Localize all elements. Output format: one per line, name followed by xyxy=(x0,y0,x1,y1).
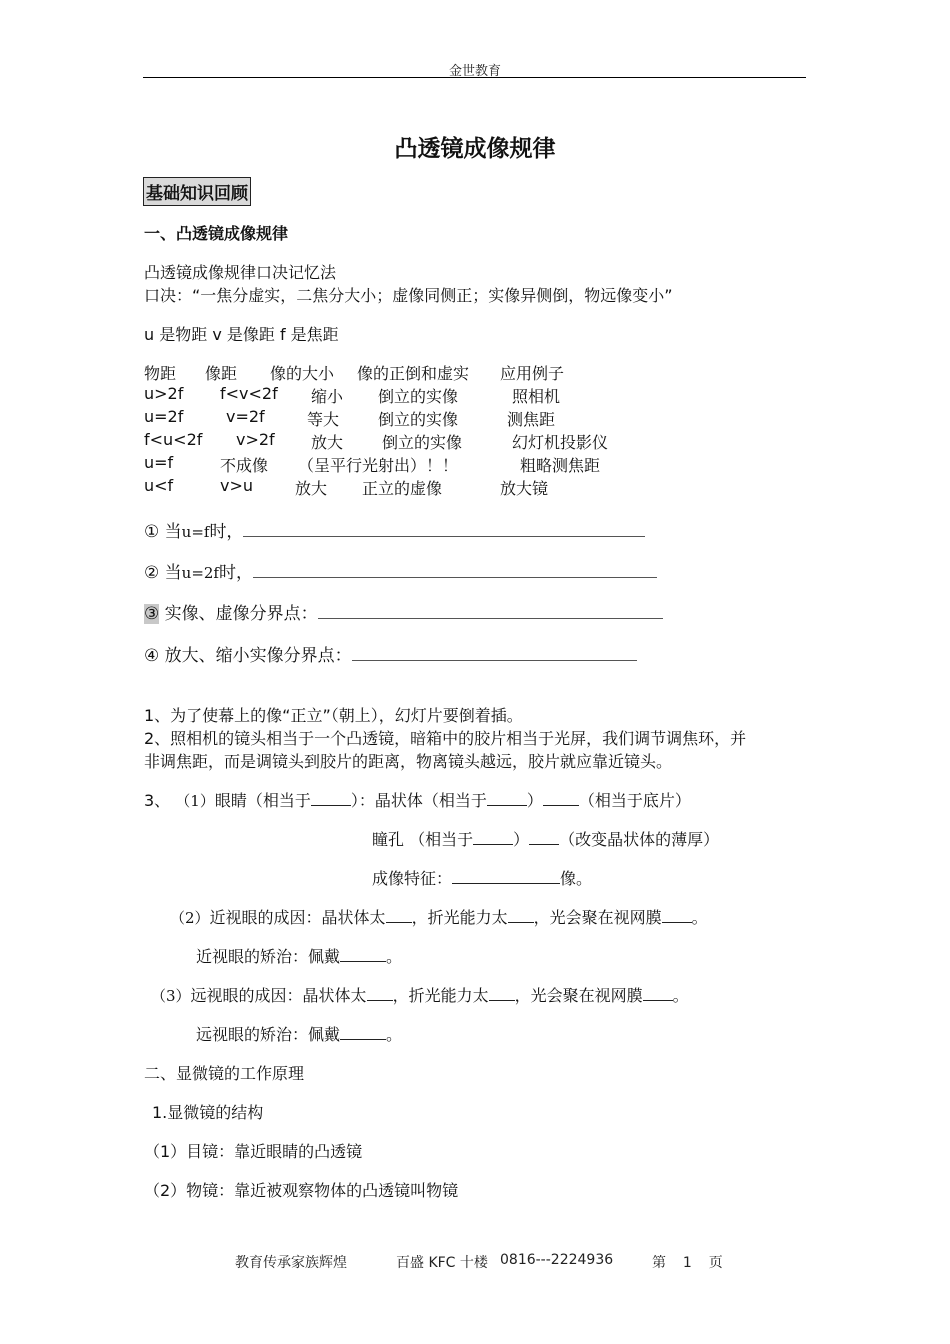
page-title: 凸透镜成像规律 xyxy=(394,136,556,162)
close-paren: ） xyxy=(526,791,543,810)
eyepiece-item: （1）目镜：靠近眼睛的凸透镜 xyxy=(144,1142,363,1161)
sub-label: （2） xyxy=(170,909,210,927)
footer-address: 百盛 KFC 十楼 xyxy=(396,1255,488,1271)
myopia-cause: 近视眼的成因：晶状体太 xyxy=(209,908,386,927)
definitions-line: u 是物距 v 是像距 f 是焦距 xyxy=(144,325,339,344)
note-2-line1: 2、照相机的镜头相当于一个凸透镜，暗箱中的胶片相当于光屏，我们调节调焦环，并 xyxy=(144,729,747,748)
refract-label: ，折光能力太 xyxy=(411,908,508,927)
question-condition: u=f xyxy=(181,523,210,541)
focus-label: ，光会聚在视网膜 xyxy=(514,986,643,1005)
question-prefix: 当 xyxy=(164,522,182,542)
blank-hyperopia-lens[interactable] xyxy=(367,986,393,1001)
header-rule xyxy=(143,77,806,78)
question-3 xyxy=(144,599,663,624)
question-prefix: 当 xyxy=(164,563,182,583)
question-suffix: 时， xyxy=(218,563,253,583)
question-suffix: 时， xyxy=(209,522,244,542)
table-cell: 等大 xyxy=(307,410,340,429)
blank-pupil[interactable] xyxy=(473,830,513,845)
refract-label: ，折光能力太 xyxy=(392,986,489,1005)
question-number: ② xyxy=(144,563,160,583)
focus-label: ，光会聚在视网膜 xyxy=(533,908,662,927)
blank-myopia-fix[interactable] xyxy=(340,947,386,962)
blank-myopia-focus[interactable] xyxy=(662,908,692,923)
footer-phone: 0816---2224936 xyxy=(500,1252,614,1268)
table-cell: v=2f xyxy=(226,407,265,426)
microscope-structure: 1.显微镜的结构 xyxy=(152,1103,264,1122)
mnemonic-text: 口决：“一焦分虚实，二焦分大小；虚像同侧正；实像异侧倒，物远像变小” xyxy=(144,286,673,305)
feature-label: 成像特征： xyxy=(372,869,453,888)
table-cell: 放大 xyxy=(311,433,344,452)
hyperopia-fix-line xyxy=(196,1022,402,1045)
eyeball-label: 眼睛（相当于 xyxy=(214,791,311,810)
question-2 xyxy=(144,558,657,583)
footer-page xyxy=(652,1252,723,1272)
table-cell: 不成像 xyxy=(220,456,269,475)
table-cell: u=2f xyxy=(144,407,184,426)
table-cell: 放大 xyxy=(295,479,328,498)
sub-label: （3） xyxy=(151,987,191,1005)
myopia-cause-line xyxy=(170,905,708,928)
myopia-fix-line xyxy=(196,944,402,967)
answer-blank[interactable] xyxy=(253,577,657,578)
blank-myopia-refract[interactable] xyxy=(508,908,534,923)
footer-motto: 教育传承家族辉煌 xyxy=(235,1255,347,1271)
table-cell: （呈平行光射出）！！ xyxy=(298,456,459,475)
question-1 xyxy=(144,517,645,542)
section1-heading: 一、凸透镜成像规律 xyxy=(144,224,289,243)
blank-hyperopia-refract[interactable] xyxy=(489,986,515,1001)
table-cell: u>2f xyxy=(144,384,184,403)
question-number-highlighted: ③ xyxy=(144,604,160,624)
table-cell: 照相机 xyxy=(512,387,561,406)
section-box-label: 基础知识回顾 xyxy=(143,177,251,206)
table-header-application: 应用例子 xyxy=(500,364,565,383)
table-cell: 倒立的实像 xyxy=(378,387,459,406)
close-colon: ）： xyxy=(350,791,375,810)
hyperopia-cause: 远视眼的成因：晶状体太 xyxy=(190,986,367,1005)
period: 。 xyxy=(672,986,689,1005)
question-prefix: 实像、虚像分界点： xyxy=(164,604,318,624)
note-2-line2: 非调焦距，而是调镜头到胶片的距离，物离镜头越远，胶片就应靠近镜头。 xyxy=(144,752,673,771)
item-number: 3、 xyxy=(144,791,171,810)
table-cell: 放大镜 xyxy=(500,479,549,498)
close-paren: ） xyxy=(513,830,530,849)
table-cell: 正立的虚像 xyxy=(362,479,443,498)
question-4 xyxy=(144,641,637,666)
answer-blank[interactable] xyxy=(243,536,645,537)
eye-line-feature xyxy=(372,866,592,889)
blank-feature[interactable] xyxy=(452,869,560,884)
question-prefix: 放大、缩小实像分界点： xyxy=(164,646,352,666)
blank-retina[interactable] xyxy=(543,791,579,806)
question-number: ① xyxy=(144,522,160,542)
blank-hyperopia-focus[interactable] xyxy=(643,986,673,1001)
change-label: （改变晶状体的薄厚） xyxy=(559,830,720,849)
blank-hyperopia-fix[interactable] xyxy=(340,1025,386,1040)
table-header-image-size: 像的大小 xyxy=(270,364,335,383)
table-cell: 倒立的实像 xyxy=(382,433,463,452)
table-header-object-distance: 物距 xyxy=(144,364,177,383)
answer-blank[interactable] xyxy=(318,618,663,619)
image-suffix: 像。 xyxy=(560,869,593,888)
eye-line-pupil xyxy=(372,827,719,850)
section2-heading: 二、显微镜的工作原理 xyxy=(144,1064,305,1083)
objective-item: （2）物镜：靠近被观察物体的凸透镜叫物镜 xyxy=(144,1181,459,1200)
table-cell: 倒立的实像 xyxy=(378,410,459,429)
period: 。 xyxy=(386,1025,403,1044)
table-cell: v>2f xyxy=(236,430,275,449)
table-cell: u=f xyxy=(144,453,174,472)
table-cell: 粗略测焦距 xyxy=(520,456,601,475)
page-label-post: 页 xyxy=(708,1255,723,1271)
note-1: 1、为了使幕上的像“正立”（朝上），幻灯片要倒着插。 xyxy=(144,706,523,725)
page-number: 1 xyxy=(682,1255,692,1271)
table-header-orientation: 像的正倒和虚实 xyxy=(357,364,470,383)
page-label-pre: 第 xyxy=(652,1255,666,1271)
table-header-image-distance: 像距 xyxy=(205,364,238,383)
table-cell: v>u xyxy=(220,476,254,495)
pupil-label: 瞳孔 （相当于 xyxy=(372,830,474,849)
lens-label: 晶状体（相当于 xyxy=(374,791,487,810)
sub-label: （1） xyxy=(175,792,215,810)
period: 。 xyxy=(691,908,708,927)
period: 。 xyxy=(386,947,403,966)
myopia-fix: 近视眼的矫治：佩戴 xyxy=(196,947,341,966)
eye-line-1 xyxy=(144,788,691,811)
blank-ciliary[interactable] xyxy=(529,830,559,845)
header-org: 金世教育 xyxy=(448,64,501,79)
question-number: ④ xyxy=(144,646,160,666)
table-cell: 缩小 xyxy=(311,387,344,406)
table-cell: f<u<2f xyxy=(144,430,203,449)
blank-myopia-lens[interactable] xyxy=(386,908,412,923)
answer-blank[interactable] xyxy=(352,660,637,661)
blank-lens[interactable] xyxy=(487,791,527,806)
table-cell: 测焦距 xyxy=(507,410,556,429)
blank-eyeball[interactable] xyxy=(311,791,351,806)
table-cell: f<v<2f xyxy=(220,384,278,403)
question-condition: u=2f xyxy=(181,564,219,582)
mnemonic-title: 凸透镜成像规律口决记忆法 xyxy=(144,263,337,282)
table-cell: 幻灯机投影仪 xyxy=(512,433,609,452)
hyperopia-fix: 远视眼的矫治：佩戴 xyxy=(196,1025,341,1044)
film-label: （相当于底片） xyxy=(578,791,691,810)
hyperopia-cause-line xyxy=(151,983,689,1006)
table-cell: u<f xyxy=(144,476,174,495)
